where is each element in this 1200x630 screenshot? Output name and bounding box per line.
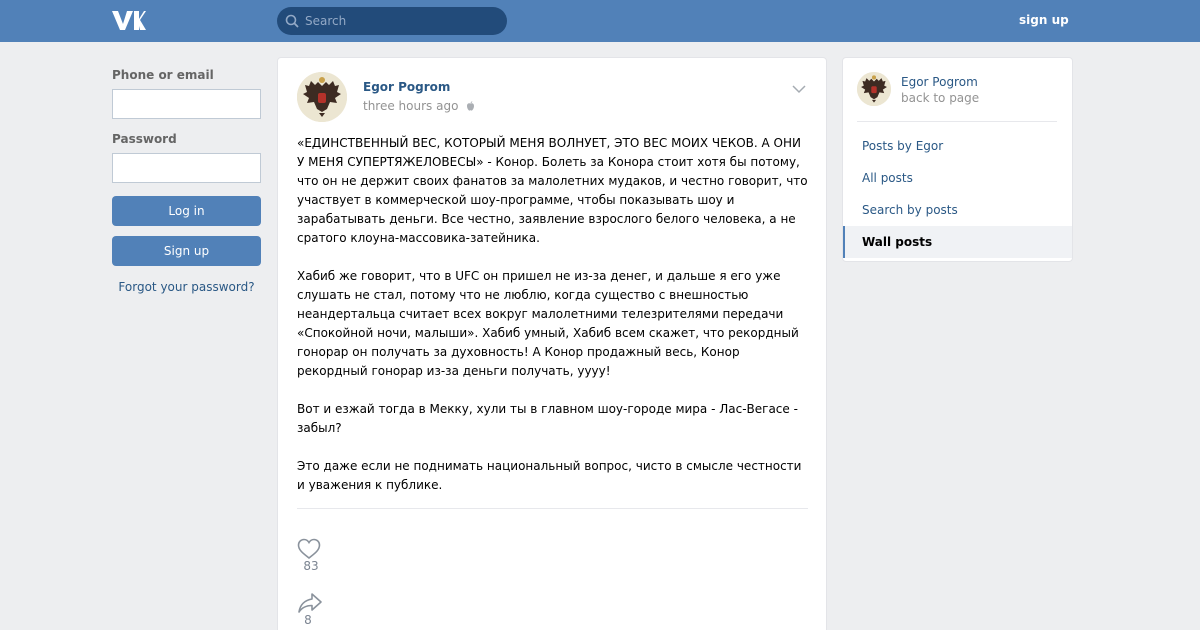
double-eagle-emblem-icon xyxy=(857,72,891,106)
share-arrow-icon[interactable] xyxy=(297,592,323,614)
apple-icon xyxy=(466,101,475,111)
menu-all-posts[interactable]: All posts xyxy=(862,171,913,185)
post-timestamp xyxy=(363,99,475,113)
double-eagle-emblem-icon xyxy=(297,72,347,122)
post-paragraph-1: «ЕДИНСТВЕННЫЙ ВЕС, КОТОРЫЙ МЕНЯ ВОЛНУЕТ, ЭТО ВЕС МОИХ ЧЕКОВ. А ОНИ У МЕНЯ СУПЕРТЯЖЕЛОВЕСЫ» - Конор. Болеть за Конора стоит хотя бы потому, что он не держит своих фанатов за малолетних мудаков, и честно говорит, что участвует в коммерческой шоу-программе, чтобы показывать шоу и зарабатывать деньги. Все честно, заявление взрослого белого человека, а не сратого клоуна-массовика-затейника. xyxy=(297,136,808,245)
heart-icon[interactable] xyxy=(297,538,321,560)
post-divider xyxy=(297,508,808,509)
post-paragraph-4: Это даже если не поднимать национальный вопрос, чисто в смысле честности и уважения к публике. xyxy=(297,459,802,492)
vk-logo-icon[interactable] xyxy=(112,10,146,31)
post-text xyxy=(297,134,812,514)
signup-button[interactable]: Sign up xyxy=(112,236,261,266)
wall-post xyxy=(277,57,827,630)
share-count: 8 xyxy=(304,613,312,627)
side-divider xyxy=(857,121,1057,122)
login-button[interactable]: Log in xyxy=(112,196,261,226)
password-input[interactable] xyxy=(112,153,261,183)
menu-wall-posts[interactable]: Wall posts xyxy=(843,226,1072,258)
forgot-password-link[interactable]: Forgot your password? xyxy=(118,280,255,294)
signup-link[interactable]: sign up xyxy=(1019,13,1069,27)
like-count: 83 xyxy=(303,559,319,573)
menu-posts-by-egor[interactable]: Posts by Egor xyxy=(862,139,944,153)
menu-search-by-posts[interactable]: Search by posts xyxy=(862,203,958,217)
search-input[interactable] xyxy=(305,7,500,35)
login-form xyxy=(112,68,261,294)
side-author-name[interactable]: Egor Pogrom xyxy=(901,75,978,89)
side-menu xyxy=(843,130,1072,258)
chevron-down-icon[interactable] xyxy=(791,84,807,94)
post-paragraph-2: Хабиб же говорит, что в UFC он пришел не из-за денег, и дальше я его уже слушать не стал, потому что не люблю, когда существо с внешностью неандертальца считает всех вокруг малолетними телезрителями передачи «Спокойной ночи, малыши». Хабиб умный, Хабиб всем скажет, что рекордный гонорар он получать за духовность! А Конор продажный весь, Конор рекордный гонорар из-за деньги получать, уууу! xyxy=(297,269,799,378)
phone-label: Phone or email xyxy=(112,68,214,82)
top-bar xyxy=(0,0,1200,42)
search-icon xyxy=(285,14,299,28)
post-avatar[interactable] xyxy=(297,72,347,122)
search-box[interactable] xyxy=(277,7,507,35)
phone-input[interactable] xyxy=(112,89,261,119)
back-to-page-link[interactable]: back to page xyxy=(901,91,980,105)
post-author[interactable]: Egor Pogrom xyxy=(363,80,451,94)
post-time-text[interactable]: three hours ago xyxy=(363,99,459,113)
password-label: Password xyxy=(112,132,177,146)
side-avatar[interactable] xyxy=(857,72,891,106)
post-paragraph-3: Вот и езжай тогда в Мекку, хули ты в главном шоу-городе мира - Лас-Вегасе - забыл? xyxy=(297,402,798,435)
side-panel xyxy=(842,57,1073,262)
